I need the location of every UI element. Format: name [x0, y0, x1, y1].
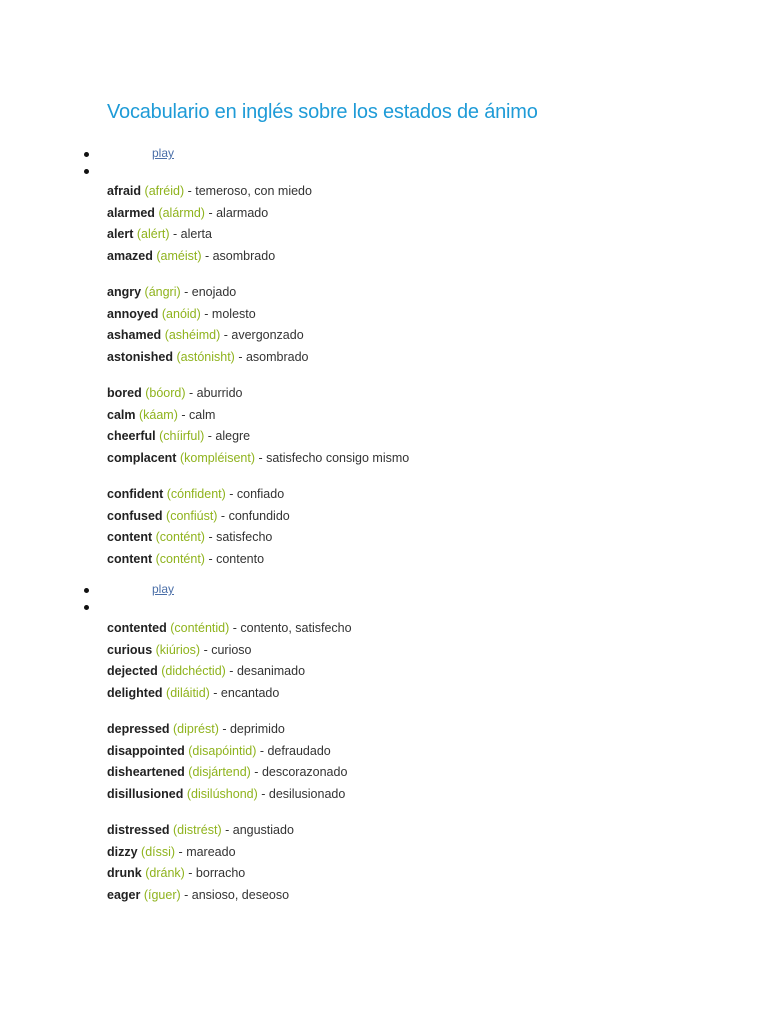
- pronunciation: (distrést): [173, 823, 222, 837]
- pronunciation: (anóid): [161, 306, 201, 321]
- spanish-meaning: confiado: [236, 487, 285, 501]
- vocabulary-entry: content (contént) - contento: [107, 551, 265, 566]
- vocabulary-entry: calm (káam) - calm: [107, 407, 216, 422]
- spanish-meaning: satisfecho consigo mismo: [266, 450, 410, 465]
- vocabulary-group: [107, 820, 707, 906]
- english-word: content: [107, 530, 153, 544]
- pronunciation: (káam): [138, 407, 178, 422]
- pronunciation: (diprést): [173, 722, 219, 736]
- pronunciation: (didchéctid): [161, 664, 226, 678]
- vocabulary-entry: afraid (afréid) - temeroso, con miedo: [107, 184, 312, 198]
- pronunciation: (alért): [136, 227, 170, 241]
- pronunciation: (bóord): [145, 386, 186, 400]
- vocabulary-entry: delighted (diláitid) - encantado: [107, 685, 280, 700]
- english-word: distressed: [107, 823, 170, 837]
- pronunciation: (contént): [155, 551, 205, 566]
- english-word: curious: [107, 642, 153, 657]
- pronunciation: (cónfident): [166, 487, 226, 501]
- english-word: dizzy: [107, 844, 138, 859]
- bullet-icon: [84, 152, 89, 157]
- vocabulary-entry: eager (íguer) - ansioso, deseoso: [107, 887, 290, 902]
- play-list-item: [0, 582, 300, 600]
- english-word: complacent: [107, 450, 177, 465]
- pronunciation: (conténtid): [170, 621, 230, 635]
- english-word: calm: [107, 407, 136, 422]
- pronunciation: (alármd): [158, 205, 205, 220]
- spanish-meaning: desanimado: [236, 664, 306, 678]
- pronunciation: (contént): [155, 530, 205, 544]
- pronunciation: (disapóintid): [188, 743, 257, 758]
- vocabulary-entry: disillusioned (disilúshond) - desilusionado: [107, 786, 346, 801]
- vocabulary-entry: dejected (didchéctid) - desanimado: [107, 664, 306, 678]
- english-word: drunk: [107, 866, 142, 880]
- english-word: confident: [107, 487, 164, 501]
- english-word: delighted: [107, 685, 163, 700]
- english-word: angry: [107, 285, 142, 299]
- vocabulary-entry: ashamed (ashéimd) - avergonzado: [107, 328, 304, 342]
- empty-list-item: [0, 599, 300, 617]
- spanish-meaning: calm: [189, 407, 216, 422]
- bullet-icon: [84, 169, 89, 174]
- vocabulary-entry: distressed (distrést) - angustiado: [107, 823, 294, 837]
- bullet-icon: [84, 605, 89, 610]
- vocabulary-entry: disheartened (disjártend) - descorazonado: [107, 765, 348, 779]
- vocabulary-entry: bored (bóord) - aburrido: [107, 386, 243, 400]
- vocabulary-group: [107, 484, 707, 570]
- vocabulary-entry: dizzy (díssi) - mareado: [107, 844, 236, 859]
- english-word: disappointed: [107, 743, 185, 758]
- spanish-meaning: asombrado: [212, 248, 276, 263]
- pronunciation: (afréid): [144, 184, 185, 198]
- pronunciation: (disilúshond): [186, 786, 258, 801]
- vocabulary-entry: alarmed (alármd) - alarmado: [107, 205, 269, 220]
- spanish-meaning: avergonzado: [231, 328, 304, 342]
- spanish-meaning: aburrido: [196, 386, 243, 400]
- pronunciation: (diláitid): [166, 685, 210, 700]
- vocabulary-entry: confused (confiúst) - confundido: [107, 508, 290, 523]
- page-title: Vocabulario en inglés sobre los estados de ánimo: [107, 101, 538, 123]
- vocabulary-entry: depressed (diprést) - deprimido: [107, 722, 285, 736]
- spanish-meaning: curioso: [211, 642, 252, 657]
- spanish-meaning: encantado: [220, 685, 280, 700]
- spanish-meaning: descorazonado: [261, 765, 348, 779]
- vocabulary-entry: confident (cónfident) - confiado: [107, 487, 285, 501]
- english-word: content: [107, 551, 153, 566]
- empty-list-item: [0, 163, 300, 181]
- vocabulary-group: [107, 282, 707, 368]
- english-word: disillusioned: [107, 786, 184, 801]
- english-word: alarmed: [107, 205, 155, 220]
- spanish-meaning: alarmado: [216, 205, 269, 220]
- pronunciation: (dránk): [145, 866, 185, 880]
- spanish-meaning: asombrado: [245, 349, 309, 364]
- spanish-meaning: mareado: [186, 844, 236, 859]
- vocabulary-entry: disappointed (disapóintid) - defraudado: [107, 743, 331, 758]
- play-list-item: [0, 146, 300, 164]
- pronunciation: (díssi): [141, 844, 176, 859]
- vocabulary-entry: content (contént) - satisfecho: [107, 530, 273, 544]
- english-word: ashamed: [107, 328, 162, 342]
- spanish-meaning: deprimido: [229, 722, 285, 736]
- spanish-meaning: contento, satisfecho: [240, 621, 352, 635]
- vocabulary-entry: annoyed (anóid) - molesto: [107, 306, 256, 321]
- vocabulary-group: [107, 181, 707, 267]
- pronunciation: (chíirful): [159, 429, 205, 443]
- vocabulary-entry: drunk (dránk) - borracho: [107, 866, 246, 880]
- english-word: disheartened: [107, 765, 185, 779]
- english-word: bored: [107, 386, 142, 400]
- pronunciation: (ashéimd): [164, 328, 221, 342]
- spanish-meaning: satisfecho: [216, 530, 273, 544]
- pronunciation: (astónisht): [176, 349, 235, 364]
- spanish-meaning: temeroso, con miedo: [195, 184, 312, 198]
- vocabulary-entry: astonished (astónisht) - asombrado: [107, 349, 309, 364]
- pronunciation: (améist): [156, 248, 202, 263]
- english-word: amazed: [107, 248, 153, 263]
- english-word: confused: [107, 508, 163, 523]
- vocabulary-entry: cheerful (chíirful) - alegre: [107, 429, 251, 443]
- spanish-meaning: molesto: [211, 306, 256, 321]
- english-word: alert: [107, 227, 134, 241]
- spanish-meaning: contento: [216, 551, 265, 566]
- vocabulary-entry: angry (ángri) - enojado: [107, 285, 237, 299]
- play-link[interactable]: play: [152, 582, 175, 596]
- english-word: eager: [107, 887, 141, 902]
- pronunciation: (kompléisent): [179, 450, 255, 465]
- pronunciation: (ángri): [144, 285, 181, 299]
- spanish-meaning: ansioso, deseoso: [191, 887, 290, 902]
- pronunciation: (disjártend): [188, 765, 251, 779]
- vocabulary-entry: curious (kiúrios) - curioso: [107, 642, 252, 657]
- spanish-meaning: confundido: [228, 508, 290, 523]
- play-link[interactable]: play: [152, 146, 175, 160]
- vocabulary-group: [107, 719, 707, 805]
- vocabulary-group: [107, 618, 707, 704]
- vocabulary-entry: contented (conténtid) - contento, satisfecho: [107, 621, 352, 635]
- bullet-icon: [84, 588, 89, 593]
- spanish-meaning: borracho: [195, 866, 246, 880]
- spanish-meaning: alerta: [180, 227, 212, 241]
- pronunciation: (íguer): [143, 887, 181, 902]
- spanish-meaning: defraudado: [267, 743, 331, 758]
- spanish-meaning: alegre: [215, 429, 251, 443]
- spanish-meaning: desilusionado: [268, 786, 346, 801]
- english-word: annoyed: [107, 306, 159, 321]
- english-word: afraid: [107, 184, 142, 198]
- vocabulary-entry: complacent (kompléisent) - satisfecho consigo mismo: [107, 450, 410, 465]
- english-word: astonished: [107, 349, 173, 364]
- english-word: dejected: [107, 664, 158, 678]
- vocabulary-entry: amazed (améist) - asombrado: [107, 248, 276, 263]
- vocabulary-group: [107, 383, 707, 469]
- english-word: depressed: [107, 722, 170, 736]
- vocabulary-entry: alert (alért) - alerta: [107, 227, 212, 241]
- spanish-meaning: enojado: [191, 285, 237, 299]
- english-word: cheerful: [107, 429, 156, 443]
- english-word: contented: [107, 621, 167, 635]
- pronunciation: (confiúst): [166, 508, 218, 523]
- spanish-meaning: angustiado: [232, 823, 294, 837]
- pronunciation: (kiúrios): [155, 642, 201, 657]
